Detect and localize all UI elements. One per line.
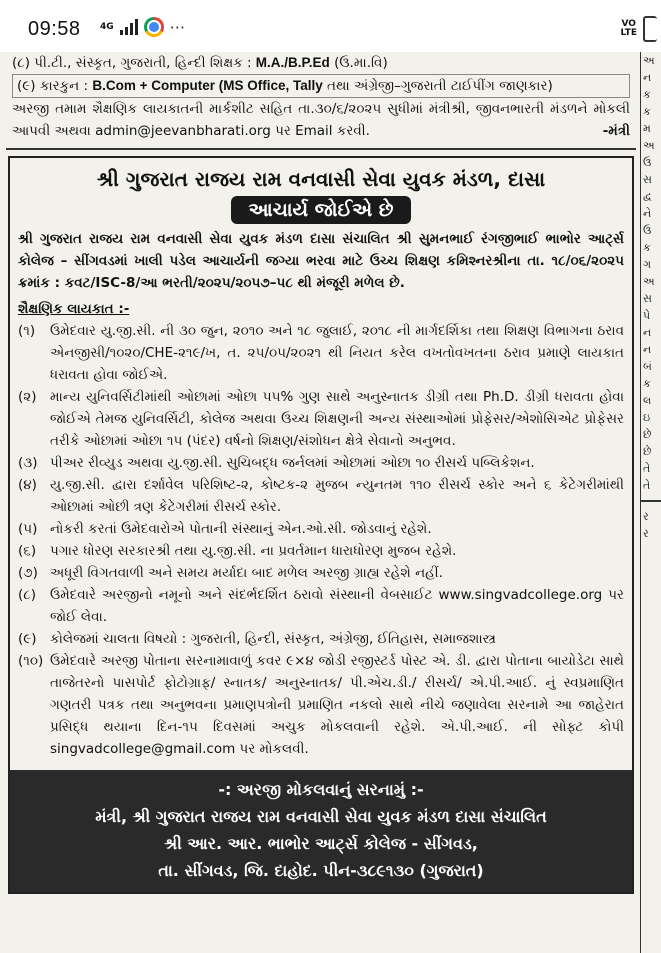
status-right xyxy=(620,16,657,42)
notice-title: શ્રી ગુજરાત રાજય રામ વનવાસી સેવા યુવક મંડળ, દાસા xyxy=(96,167,546,191)
notice-intro: શ્રી ગુજરાત રાજય રામ વનવાસી સેવા યુવક મંડળ દાસા સંચાલિત શ્રી સુમનભાઈ રંગજીભાઈ ભાભોર આર્ટ્સ કોલેજ – સીંગવડમાં ખાલી પડેલ આચાર્યની જગ્યા ભરવા માટે ઉચ્ચ શિક્ષણ કમિશ્નરશ્રીના તા. ૧૮/૦૬/૨૦૨૫ ક્રમાંક : કવટ/ISC-8/આ ભરતી/૨૦૨૫/૨૦૫૭–૫૮ થી મંજૂરી મળેલ છે. xyxy=(18,231,624,291)
list-item: (૪) યુ.જી.સી. દ્વારા દર્શાવેલ પરિશિષ્ટ-૨, કોષ્ટક-૨ મુજબ ન્યુનતમ ૧૧૦ રીસર્ચ સ્કોર અને ૬ કેટેગરીમાંથી ઓછામાં ઓછી ત્રણ કેટેગરીમાં રીસર્ચ સ્કોર. xyxy=(18,477,624,515)
notice-subtitle: આચાર્ય જોઈએ છે xyxy=(231,196,412,224)
newspaper-clipping xyxy=(0,52,661,953)
apply-instructions: અરજી તમામ શૈક્ષણિક લાયકાતની માર્કશીટ સહિત તા.૩૦/૬/૨૦૨૫ સુધીમાં મંત્રીશ્રી, જીવનભારતી મંડળને મોકલી આપવી અથવા admin@jeevanbharati.org પર Email કરવી. -મંત્રી xyxy=(12,98,630,142)
qualification-heading: શૈક્ષણિક લાયકાત :- xyxy=(18,301,130,317)
volte-indicator: VO LTE xyxy=(620,19,637,38)
qualification-list xyxy=(18,320,624,760)
previous-ad-tail xyxy=(6,52,636,142)
list-item: (૨) માન્ય યુનિવર્સિટીમાંથી ઓછામાં ઓછા ૫૫% ગુણ સાથે અનુસ્નાતક ડીગ્રી તથા Ph.D. ડીગ્રી ધરાવતા હોવા જોઈએ તેમજ યુનિવર્સિટી, કોલેજ અથવા ઉચ્ચ શિક્ષણની અન્ય સંસ્થાઓમાં પ્રોફેસર/એશોસિએટ પ્રોફેસર તરીકે ઓછામાં ઓછા ૧૫ (પંદર) વર્ષનો શિક્ષણ/સંશોધન ક્ષેત્રે સેવાનો અનુભવ. xyxy=(18,389,624,449)
network-type: 4G xyxy=(100,21,114,32)
list-item: (૧) ઉમેદવાર યુ.જી.સી. ની ૩૦ જુન, ૨૦૧૦ અને ૧૮ જુલાઈ, ૨૦૧૮ ની માર્ગદર્શિકા તથા શિક્ષણ વિભાગના ઠરાવ એનજીસી/૧૦૨૦/CHE-૨૧૯/ખ, ત. ૨૫/૦૫/૨૦૨૧ થી નિયત કરેલ વખતોવખતના ઠરાવ પ્રમાણે લાયકાત ધરાવતા હોવા જોઈએ. xyxy=(18,323,624,383)
list-item: (૧૦) ઉમેદવારે અરજી પોતાના સરનામાવાળું કવર ૯×૪ જોડી રજીસ્ટર્ડ પોસ્ટ એ. ડી. દ્વારા પોતાના બાયોડેટા સાથે તાજેતરનો પાસપોર્ટ ફોટોગ્રાફ/ સ્નાતક/ અનુસ્નાતક/ પી.એચ.ડી./ રીસર્ચ/ એ.પી.આઈ. નું સ્વપ્રમાણિત ગણતરી પત્રક તથા અનુભવના પ્રમાણપત્રોની પ્રમાણિત નકલો સાથે નીચે જણાવેલા સરનામે આ જાહેરાત પ્રસિદ્ધ થયાના દિન-૧૫ દિવસમાં અચુક મોકલવાની રહેશે. એ.પી.આઈ. ની સોફ્ટ કોપી singvadcollege@gmail.com પર મોકલવી. xyxy=(18,653,624,757)
list-item: (૫) નોકરી કરતાં ઉમેદવારોએ પોતાની સંસ્થાનું એન.ઓ.સી. જોડવાનું રહેશે. xyxy=(18,521,432,537)
side-divider xyxy=(641,500,661,502)
signal-icon xyxy=(120,19,138,35)
status-bar xyxy=(0,0,661,52)
notice-subtitle-wrap xyxy=(18,196,624,224)
recruitment-notice xyxy=(8,156,634,894)
address-line: શ્રી આર. આર. ભાભોર આર્ટ્સ કોલેજ - સીંગવડ, xyxy=(164,834,478,853)
address-line: તા. સીંગવડ, જિ. દાહોદ. પીન-૩૮૯૧૩૦ (ગુજરાત) xyxy=(158,861,484,880)
adjacent-column-edge: અ ન ક ક મ અ ઉ સ દ્વ ને ઉ ક ગ અ સ પે ન ન બં ક લ ઇ છે છે તે તે ર ર xyxy=(640,52,661,953)
status-time: 09:58 xyxy=(28,18,81,40)
divider xyxy=(6,148,636,150)
main-column xyxy=(6,52,636,953)
post-item-8: (૮) પી.ટી., સંસ્કૃત, ગુજરાતી, હિન્દી શિક્ષક : M.A./B.P.Ed (ઉ.મા.વિ) xyxy=(12,55,388,71)
list-item: (૮) ઉમેદવારે અરજીનો નમૂનો અને સંદર્ભદર્શિત ઠરાવો સંસ્થાની વેબસાઈટ www.singvadcollege.org પર જોઈ લેવા. xyxy=(18,587,624,625)
list-item: (૬) પગાર ધોરણ સરકારશ્રી તથા યુ.જી.સી. ના પ્રવર્તમાન ધારાધોરણ મુજબ રહેશે. xyxy=(18,543,457,559)
more-notifications-icon: ··· xyxy=(169,17,185,37)
list-item: (૭) અધૂરી વિગતવાળી અને સમય મર્યાદા બાદ મળેલ અરજી ગ્રાહ્ય રહેશે નહીં. xyxy=(18,565,443,581)
address-block xyxy=(10,770,632,892)
chrome-icon xyxy=(144,17,164,37)
signoff: -મંત્રી xyxy=(602,123,630,139)
status-icons xyxy=(100,14,185,40)
list-item: (૩) પીઅર રીવ્યુડ અથવા યુ.જી.સી. સુચિબદ્ધ જર્નલમાં ઓછામાં ઓછા ૧૦ રીસર્ચ પબ્લિકેશન. xyxy=(18,455,535,471)
address-line: મંત્રી, શ્રી ગુજરાત રાજય રામ વનવાસી સેવા યુવક મંડળ દાસા સંચાલિત xyxy=(95,807,547,826)
battery-icon xyxy=(643,16,657,42)
address-heading: -: અરજી મોકલવાનું સરનામું :- xyxy=(218,780,424,799)
list-item: (૯) કોલેજમાં ચાલતા વિષયો : ગુજરાતી, હિન્દી, સંસ્કૃત, અંગ્રેજી, ઈતિહાસ, સમાજશાસ્ત્ર xyxy=(18,631,496,647)
post-item-9: (૯) કારકુન : B.Com + Computer (MS Office, Tally તથા અંગ્રેજી–ગુજરાતી ટાઈપીંગ જાણકાર) xyxy=(12,74,630,98)
